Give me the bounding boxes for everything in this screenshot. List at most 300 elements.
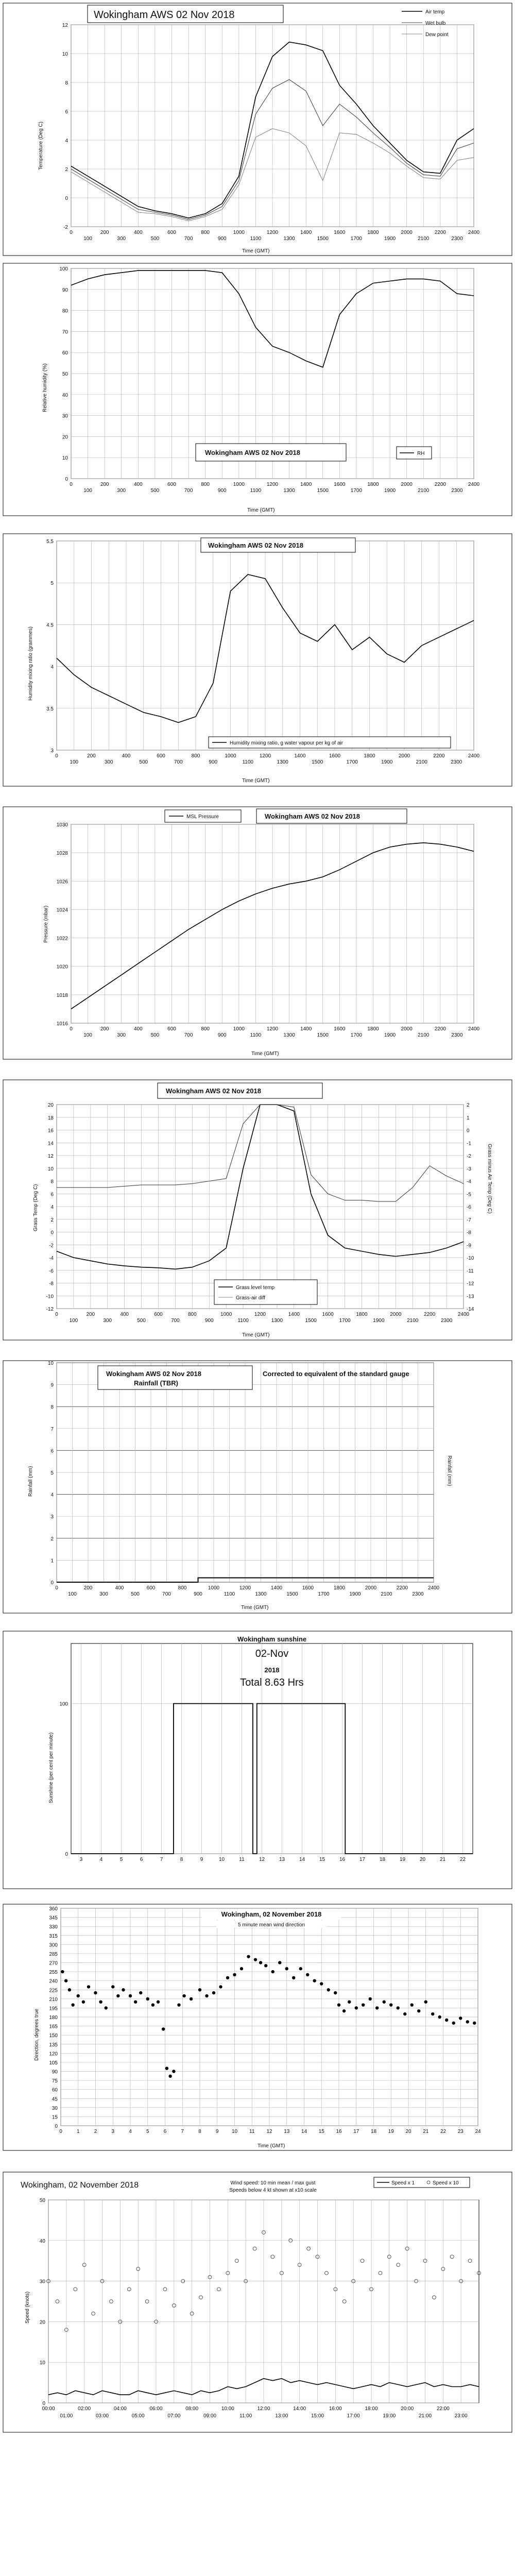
x-tick-label: 21	[439, 1857, 446, 1862]
data-point	[417, 2009, 420, 2012]
data-point	[452, 2022, 455, 2025]
x-tick-label: 23	[457, 2129, 464, 2134]
x-tick-label: 1200	[266, 1026, 279, 1032]
x-tick-label: 20	[419, 1857, 426, 1862]
x-tick-label: 2400	[468, 753, 480, 759]
data-point	[369, 1997, 372, 2001]
x-tick-label: 02:00	[78, 2406, 91, 2412]
x-tick-label: 600	[157, 753, 165, 759]
y-tick-label: -4	[49, 1256, 54, 1261]
x-tick-label: 1000	[220, 1312, 232, 1317]
x-tick-label: 2300	[412, 1591, 424, 1597]
y-tick-label: 75	[52, 2078, 58, 2084]
data-point	[71, 2003, 74, 2006]
y2-tick-label: -12	[467, 1281, 474, 1287]
chart-date: 02-Nov	[255, 1648, 289, 1659]
x-tick-label: 4	[129, 2129, 132, 2134]
y2-tick-label: -8	[467, 1230, 471, 1236]
x-tick-label: 19	[399, 1857, 406, 1862]
x-tick-label: 1300	[277, 759, 288, 765]
rainfall-chart	[0, 1358, 515, 1618]
x-tick-label: 11	[239, 1857, 245, 1862]
x-tick-label: 800	[201, 482, 210, 487]
x-tick-label: 1100	[237, 1318, 249, 1324]
x-tick-label: 2200	[396, 1585, 408, 1591]
x-tick-label: 2200	[434, 230, 446, 235]
y-tick-label: 8	[50, 1179, 54, 1185]
x-tick-label: 1300	[283, 236, 295, 242]
y-tick-label: 300	[49, 1942, 58, 1948]
y-tick-label: 90	[52, 2069, 58, 2075]
y-tick-label: 1016	[56, 1021, 68, 1027]
data-point	[264, 1964, 267, 1967]
x-tick-label: 1	[76, 2129, 80, 2134]
data-point	[348, 2000, 351, 2003]
x-tick-label: 1800	[367, 230, 379, 235]
x-tick-label: 10	[218, 1857, 225, 1862]
y-tick-label: 50	[39, 2198, 45, 2204]
y-tick-label: 345	[49, 1915, 58, 1921]
y-tick-label: 15	[52, 2114, 58, 2121]
x-tick-label: 1400	[270, 1585, 283, 1591]
x-tick-label: 05:00	[131, 2413, 145, 2419]
y-tick-label: 2	[50, 1536, 54, 1542]
x-tick-label: 4	[99, 1857, 103, 1862]
x-tick-label: 300	[103, 1318, 112, 1324]
data-point	[233, 1973, 236, 1976]
x-tick-label: 100	[68, 1591, 77, 1597]
chart-title: Wokingham AWS 02 Nov 2018	[94, 9, 235, 21]
y-tick-label: 6	[65, 109, 68, 115]
x-tick-label: 1400	[288, 1312, 300, 1317]
x-tick-label: 200	[86, 1312, 95, 1317]
x-tick-label: 500	[150, 1032, 160, 1038]
x-tick-label: 1600	[322, 1312, 334, 1317]
pressure-chart	[0, 804, 515, 1064]
data-point	[292, 1976, 295, 1979]
data-point	[122, 1988, 125, 1991]
legend-grass-air: Grass-air diff	[236, 1295, 266, 1301]
y-tick-label: 285	[49, 1951, 58, 1957]
legend-pressure: MSL Pressure	[186, 814, 219, 820]
x-tick-label: 200	[83, 1585, 93, 1591]
data-point	[190, 1997, 193, 2001]
x-tick-label: 700	[174, 759, 183, 765]
data-point	[327, 1988, 330, 1991]
x-tick-label: 2000	[365, 1585, 377, 1591]
y-tick-label: 6	[50, 1448, 54, 1454]
x-tick-label: 7	[181, 2129, 184, 2134]
x-tick-label: 200	[87, 753, 96, 759]
x-tick-label: 1200	[254, 1312, 266, 1317]
y2-tick-label: -6	[467, 1205, 471, 1210]
x-tick-label: 1900	[384, 1032, 396, 1038]
data-point	[299, 1967, 302, 1970]
chart-title: Wokingham AWS 02 Nov 2018	[106, 1370, 201, 1378]
y-tick-label: 40	[62, 392, 68, 398]
data-point	[139, 1991, 142, 1994]
y-tick-label: 180	[49, 2015, 58, 2021]
y-tick-label: 105	[49, 2060, 58, 2066]
x-tick-label: 1900	[384, 236, 396, 242]
data-point	[172, 2070, 175, 2073]
x-tick-label: 300	[117, 236, 126, 242]
x-tick-label: 1500	[317, 1032, 329, 1038]
x-tick-label: 09:00	[203, 2413, 217, 2419]
x-tick-label: 13:00	[275, 2413, 288, 2419]
data-point	[278, 1961, 281, 1964]
y-tick-label: 18	[47, 1115, 54, 1121]
y-tick-label: 16	[47, 1128, 54, 1134]
data-point	[68, 1988, 71, 1991]
x-tick-label: 1100	[250, 488, 262, 494]
x-tick-label: 21:00	[418, 2413, 432, 2419]
x-tick-label: 1800	[356, 1312, 368, 1317]
x-tick-label: 01:00	[60, 2413, 73, 2419]
chart-year: 2018	[264, 1666, 280, 1674]
x-tick-label: 1100	[250, 1032, 262, 1038]
x-tick-label: 1100	[250, 236, 262, 242]
y-tick-label: 14	[47, 1141, 54, 1147]
x-tick-label: 5	[146, 2129, 149, 2134]
x-tick-label: 300	[99, 1591, 108, 1597]
x-tick-label: 10	[231, 2129, 238, 2134]
data-point	[397, 2006, 400, 2009]
x-tick-label: 0	[55, 1312, 58, 1317]
x-tick-label: 500	[150, 236, 160, 242]
x-tick-label: 100	[70, 759, 79, 765]
wind-speed-chart	[0, 2169, 515, 2437]
data-point	[105, 2006, 108, 2009]
x-tick-label: 2000	[398, 753, 410, 759]
y-tick-label: 255	[49, 1970, 58, 1976]
x-tick-label: 1200	[239, 1585, 251, 1591]
y-tick-label: 1026	[56, 879, 68, 885]
x-tick-label: 2100	[416, 759, 427, 765]
y-tick-label: -2	[63, 225, 68, 230]
x-axis-label: Time (GMT)	[247, 507, 275, 513]
x-tick-label: 1900	[373, 1318, 385, 1324]
x-tick-label: 1000	[208, 1585, 220, 1591]
x-tick-label: 2200	[424, 1312, 436, 1317]
x-tick-label: 900	[194, 1591, 202, 1597]
x-axis-label: Time (GMT)	[242, 778, 270, 784]
chart-note: Corrected to equivalent of the standard gauge	[263, 1370, 409, 1378]
data-point	[271, 1970, 274, 1973]
x-tick-label: 08:00	[185, 2406, 199, 2412]
x-tick-label: 1500	[317, 236, 329, 242]
x-tick-label: 1200	[266, 230, 279, 235]
data-point	[247, 1955, 250, 1958]
x-tick-label: 17:00	[347, 2413, 360, 2419]
data-point	[162, 2027, 165, 2030]
x-tick-label: 400	[120, 1312, 129, 1317]
x-tick-label: 2300	[451, 488, 463, 494]
data-point	[389, 2003, 392, 2006]
y-tick-label: 8	[65, 80, 68, 86]
x-tick-label: 1300	[255, 1591, 267, 1597]
x-tick-label: 600	[167, 1026, 176, 1032]
chart-subtitle: 5 minute mean wind direction	[237, 1922, 305, 1928]
x-tick-label: 03:00	[95, 2413, 109, 2419]
x-tick-label: 3	[79, 1857, 83, 1862]
x-tick-label: 9	[200, 1857, 203, 1862]
y-tick-label: -6	[49, 1268, 54, 1274]
x-tick-label: 20:00	[401, 2406, 414, 2412]
x-tick-label: 1500	[286, 1591, 298, 1597]
y2-tick-label: -14	[467, 1307, 474, 1312]
x-tick-label: 1600	[334, 230, 346, 235]
y-tick-label: 30	[52, 2105, 58, 2111]
x-tick-label: 500	[131, 1591, 140, 1597]
y2-tick-label: -4	[467, 1179, 471, 1185]
data-point	[334, 1991, 337, 1994]
chart-title: Wokingham AWS 02 Nov 2018	[166, 1087, 261, 1095]
y2-axis-label: Grass minus Air Temp (Deg C)	[487, 1144, 492, 1214]
x-tick-label: 13	[284, 2129, 290, 2134]
y-tick-label: 20	[62, 434, 68, 440]
x-tick-label: 19:00	[383, 2413, 396, 2419]
x-tick-label: 1800	[367, 1026, 379, 1032]
data-point	[99, 2000, 102, 2003]
x-tick-label: 0	[70, 482, 73, 487]
x-axis-label: Time (GMT)	[241, 1605, 269, 1611]
x-tick-label: 800	[191, 753, 200, 759]
chart-subtitle: Rainfall (TBR)	[134, 1379, 178, 1387]
x-tick-label: 06:00	[149, 2406, 163, 2412]
x-tick-label: 1400	[294, 753, 306, 759]
x-tick-label: 18:00	[365, 2406, 378, 2412]
x-tick-label: 500	[139, 759, 148, 765]
x-tick-label: 14	[301, 2129, 307, 2134]
chart-subtitle: Wind speed: 10 min mean / max gust	[230, 2180, 316, 2186]
x-tick-label: 16:00	[329, 2406, 342, 2412]
x-tick-label: 23:00	[454, 2413, 468, 2419]
y-axis-label: Relative humidity (%)	[42, 363, 48, 412]
y-tick-label: -2	[49, 1243, 54, 1249]
x-tick-label: 1200	[266, 482, 279, 487]
data-point	[87, 1985, 90, 1988]
x-tick-label: 800	[201, 230, 210, 235]
chart-title: Wokingham, 02 November 2018	[21, 2181, 139, 2190]
x-tick-label: 400	[133, 230, 143, 235]
temperature-chart	[0, 0, 515, 260]
x-tick-label: 1900	[384, 488, 396, 494]
y-tick-label: 3.5	[46, 706, 54, 712]
y-tick-label: 30	[39, 2279, 45, 2285]
y-tick-label: 270	[49, 1960, 58, 1967]
y-axis-label: Speed (knots)	[25, 2291, 30, 2324]
x-tick-label: 2100	[418, 236, 430, 242]
x-tick-label: 7	[160, 1857, 163, 1862]
data-point	[165, 2066, 168, 2070]
x-tick-label: 10:00	[221, 2406, 234, 2412]
x-tick-label: 2300	[451, 759, 462, 765]
data-point	[226, 1976, 229, 1979]
data-point	[205, 1994, 208, 1997]
x-tick-label: 14	[299, 1857, 305, 1862]
y-tick-label: 1	[50, 1558, 54, 1564]
x-tick-label: 800	[187, 1312, 197, 1317]
x-tick-label: 14:00	[293, 2406, 306, 2412]
x-tick-label: 2100	[418, 1032, 430, 1038]
chart-title: Wokingham AWS 02 Nov 2018	[205, 449, 300, 456]
x-tick-label: 18	[370, 2129, 377, 2134]
x-tick-label: 18	[379, 1857, 386, 1862]
x-tick-label: 1700	[339, 1318, 351, 1324]
x-tick-label: 1100	[224, 1591, 235, 1597]
y-tick-label: 1020	[56, 964, 68, 970]
data-point	[168, 2075, 171, 2078]
x-tick-label: 12:00	[257, 2406, 270, 2412]
y2-tick-label: 2	[467, 1103, 470, 1108]
x-tick-label: 20	[405, 2129, 411, 2134]
plot-area	[48, 1361, 440, 1597]
y-tick-label: 12	[47, 1154, 54, 1159]
data-point	[240, 1967, 243, 1970]
x-tick-label: 400	[133, 1026, 143, 1032]
y-tick-label: 10	[62, 52, 68, 57]
y2-tick-label: -13	[467, 1294, 474, 1300]
x-tick-label: 17	[359, 1857, 366, 1862]
y-tick-label: 4	[50, 1492, 54, 1498]
x-tick-label: 2300	[451, 1032, 463, 1038]
x-tick-label: 800	[178, 1585, 187, 1591]
x-tick-label: 04:00	[113, 2406, 127, 2412]
plot-area	[49, 1906, 481, 2134]
data-point	[61, 1970, 64, 1973]
x-tick-label: 16	[339, 1857, 346, 1862]
data-point	[198, 1988, 201, 1991]
data-point	[410, 2003, 414, 2006]
x-tick-label: 1800	[333, 1585, 346, 1591]
y-tick-label: 100	[59, 266, 68, 272]
y-tick-label: 240	[49, 1978, 58, 1985]
y-tick-label: 1018	[56, 992, 68, 998]
y2-tick-label: -10	[467, 1256, 474, 1261]
x-tick-label: 0	[55, 753, 58, 759]
y-tick-label: 330	[49, 1924, 58, 1930]
x-tick-label: 21	[423, 2129, 429, 2134]
data-point	[473, 2022, 476, 2025]
y-axis-label: Pressure (mbar)	[43, 905, 49, 943]
y-axis-label: Sunshine (per cent per minute)	[48, 1732, 54, 1803]
y-tick-label: 90	[62, 287, 68, 293]
x-tick-label: 700	[162, 1591, 171, 1597]
mixing-ratio-chart	[0, 531, 515, 791]
x-axis-label: Time (GMT)	[242, 1332, 270, 1338]
y2-tick-label: -7	[467, 1217, 471, 1223]
y-tick-label: 4.5	[46, 622, 54, 629]
x-tick-label: 2400	[468, 482, 480, 487]
y-tick-label: -12	[46, 1307, 54, 1312]
legend-air-temp: Air temp	[425, 9, 445, 15]
x-tick-label: 1200	[259, 753, 271, 759]
data-point	[285, 1967, 288, 1970]
x-tick-label: 1000	[233, 230, 245, 235]
x-tick-label: 500	[137, 1318, 146, 1324]
y-tick-label: 3	[50, 1514, 54, 1520]
y-tick-label: 195	[49, 2006, 58, 2012]
y-tick-label: 1030	[56, 822, 68, 828]
x-tick-label: 2100	[381, 1591, 392, 1597]
x-tick-label: 1300	[283, 1032, 295, 1038]
x-tick-label: 0	[59, 2129, 62, 2134]
x-tick-label: 900	[217, 1032, 227, 1038]
y2-tick-label: -1	[467, 1141, 471, 1147]
x-tick-label: 12	[259, 1857, 265, 1862]
y-tick-label: 1024	[56, 907, 68, 913]
x-tick-label: 2100	[407, 1318, 419, 1324]
x-tick-label: 100	[83, 236, 92, 242]
x-tick-label: 22:00	[436, 2406, 450, 2412]
x-tick-label: 6	[140, 1857, 143, 1862]
x-tick-label: 1600	[334, 1026, 346, 1032]
x-tick-label: 1600	[302, 1585, 314, 1591]
y-tick-label: 4	[50, 664, 54, 670]
x-tick-label: 1700	[318, 1591, 330, 1597]
y-tick-label: 40	[39, 2238, 45, 2244]
legend-rh: RH	[417, 451, 425, 456]
x-tick-label: 1800	[367, 482, 379, 487]
y-tick-label: 0	[50, 1230, 54, 1236]
x-tick-label: 22	[440, 2129, 447, 2134]
x-axis-label: Time (GMT)	[258, 2143, 285, 2149]
x-tick-label: 100	[83, 488, 92, 494]
x-tick-label: 1700	[350, 236, 363, 242]
x-tick-label: 15	[318, 2129, 324, 2134]
y2-tick-label: 0	[467, 1128, 470, 1134]
data-point	[94, 1991, 97, 1994]
x-tick-label: 1700	[350, 488, 363, 494]
data-point	[146, 1997, 149, 2001]
y-tick-label: 8	[50, 1404, 54, 1411]
x-tick-label: 5	[119, 1857, 123, 1862]
data-point	[431, 2012, 434, 2015]
x-tick-label: 1000	[233, 482, 245, 487]
x-tick-label: 11:00	[239, 2413, 252, 2419]
y-tick-label: 165	[49, 2024, 58, 2030]
y-tick-label: 0	[65, 477, 68, 482]
y-tick-label: 0	[55, 2124, 58, 2129]
x-tick-label: 2300	[451, 236, 463, 242]
y-tick-label: 60	[52, 2087, 58, 2093]
x-tick-label: 1900	[349, 1591, 361, 1597]
x-tick-label: 1400	[300, 482, 312, 487]
data-point	[306, 1973, 309, 1976]
data-point	[445, 2019, 448, 2022]
y-tick-label: 20	[47, 1103, 54, 1108]
y-tick-label: 150	[49, 2033, 58, 2039]
x-tick-label: 2000	[401, 230, 413, 235]
y-tick-label: 50	[62, 371, 68, 377]
x-tick-label: 2200	[434, 482, 446, 487]
x-tick-label: 900	[217, 236, 227, 242]
x-tick-label: 13	[279, 1857, 285, 1862]
x-tick-label: 700	[184, 1032, 193, 1038]
x-tick-label: 1500	[305, 1318, 317, 1324]
x-tick-label: 0	[55, 1585, 58, 1591]
x-tick-label: 400	[115, 1585, 124, 1591]
x-tick-label: 2400	[468, 1026, 480, 1032]
y-tick-label: 0	[65, 196, 68, 201]
x-tick-label: 2000	[401, 482, 413, 487]
x-tick-label: 1000	[233, 1026, 245, 1032]
y-axis-label: Direction, degrees true	[34, 2008, 40, 2061]
x-tick-label: 1400	[300, 1026, 312, 1032]
x-tick-label: 22	[459, 1857, 466, 1862]
y-tick-label: 10	[39, 2360, 45, 2366]
